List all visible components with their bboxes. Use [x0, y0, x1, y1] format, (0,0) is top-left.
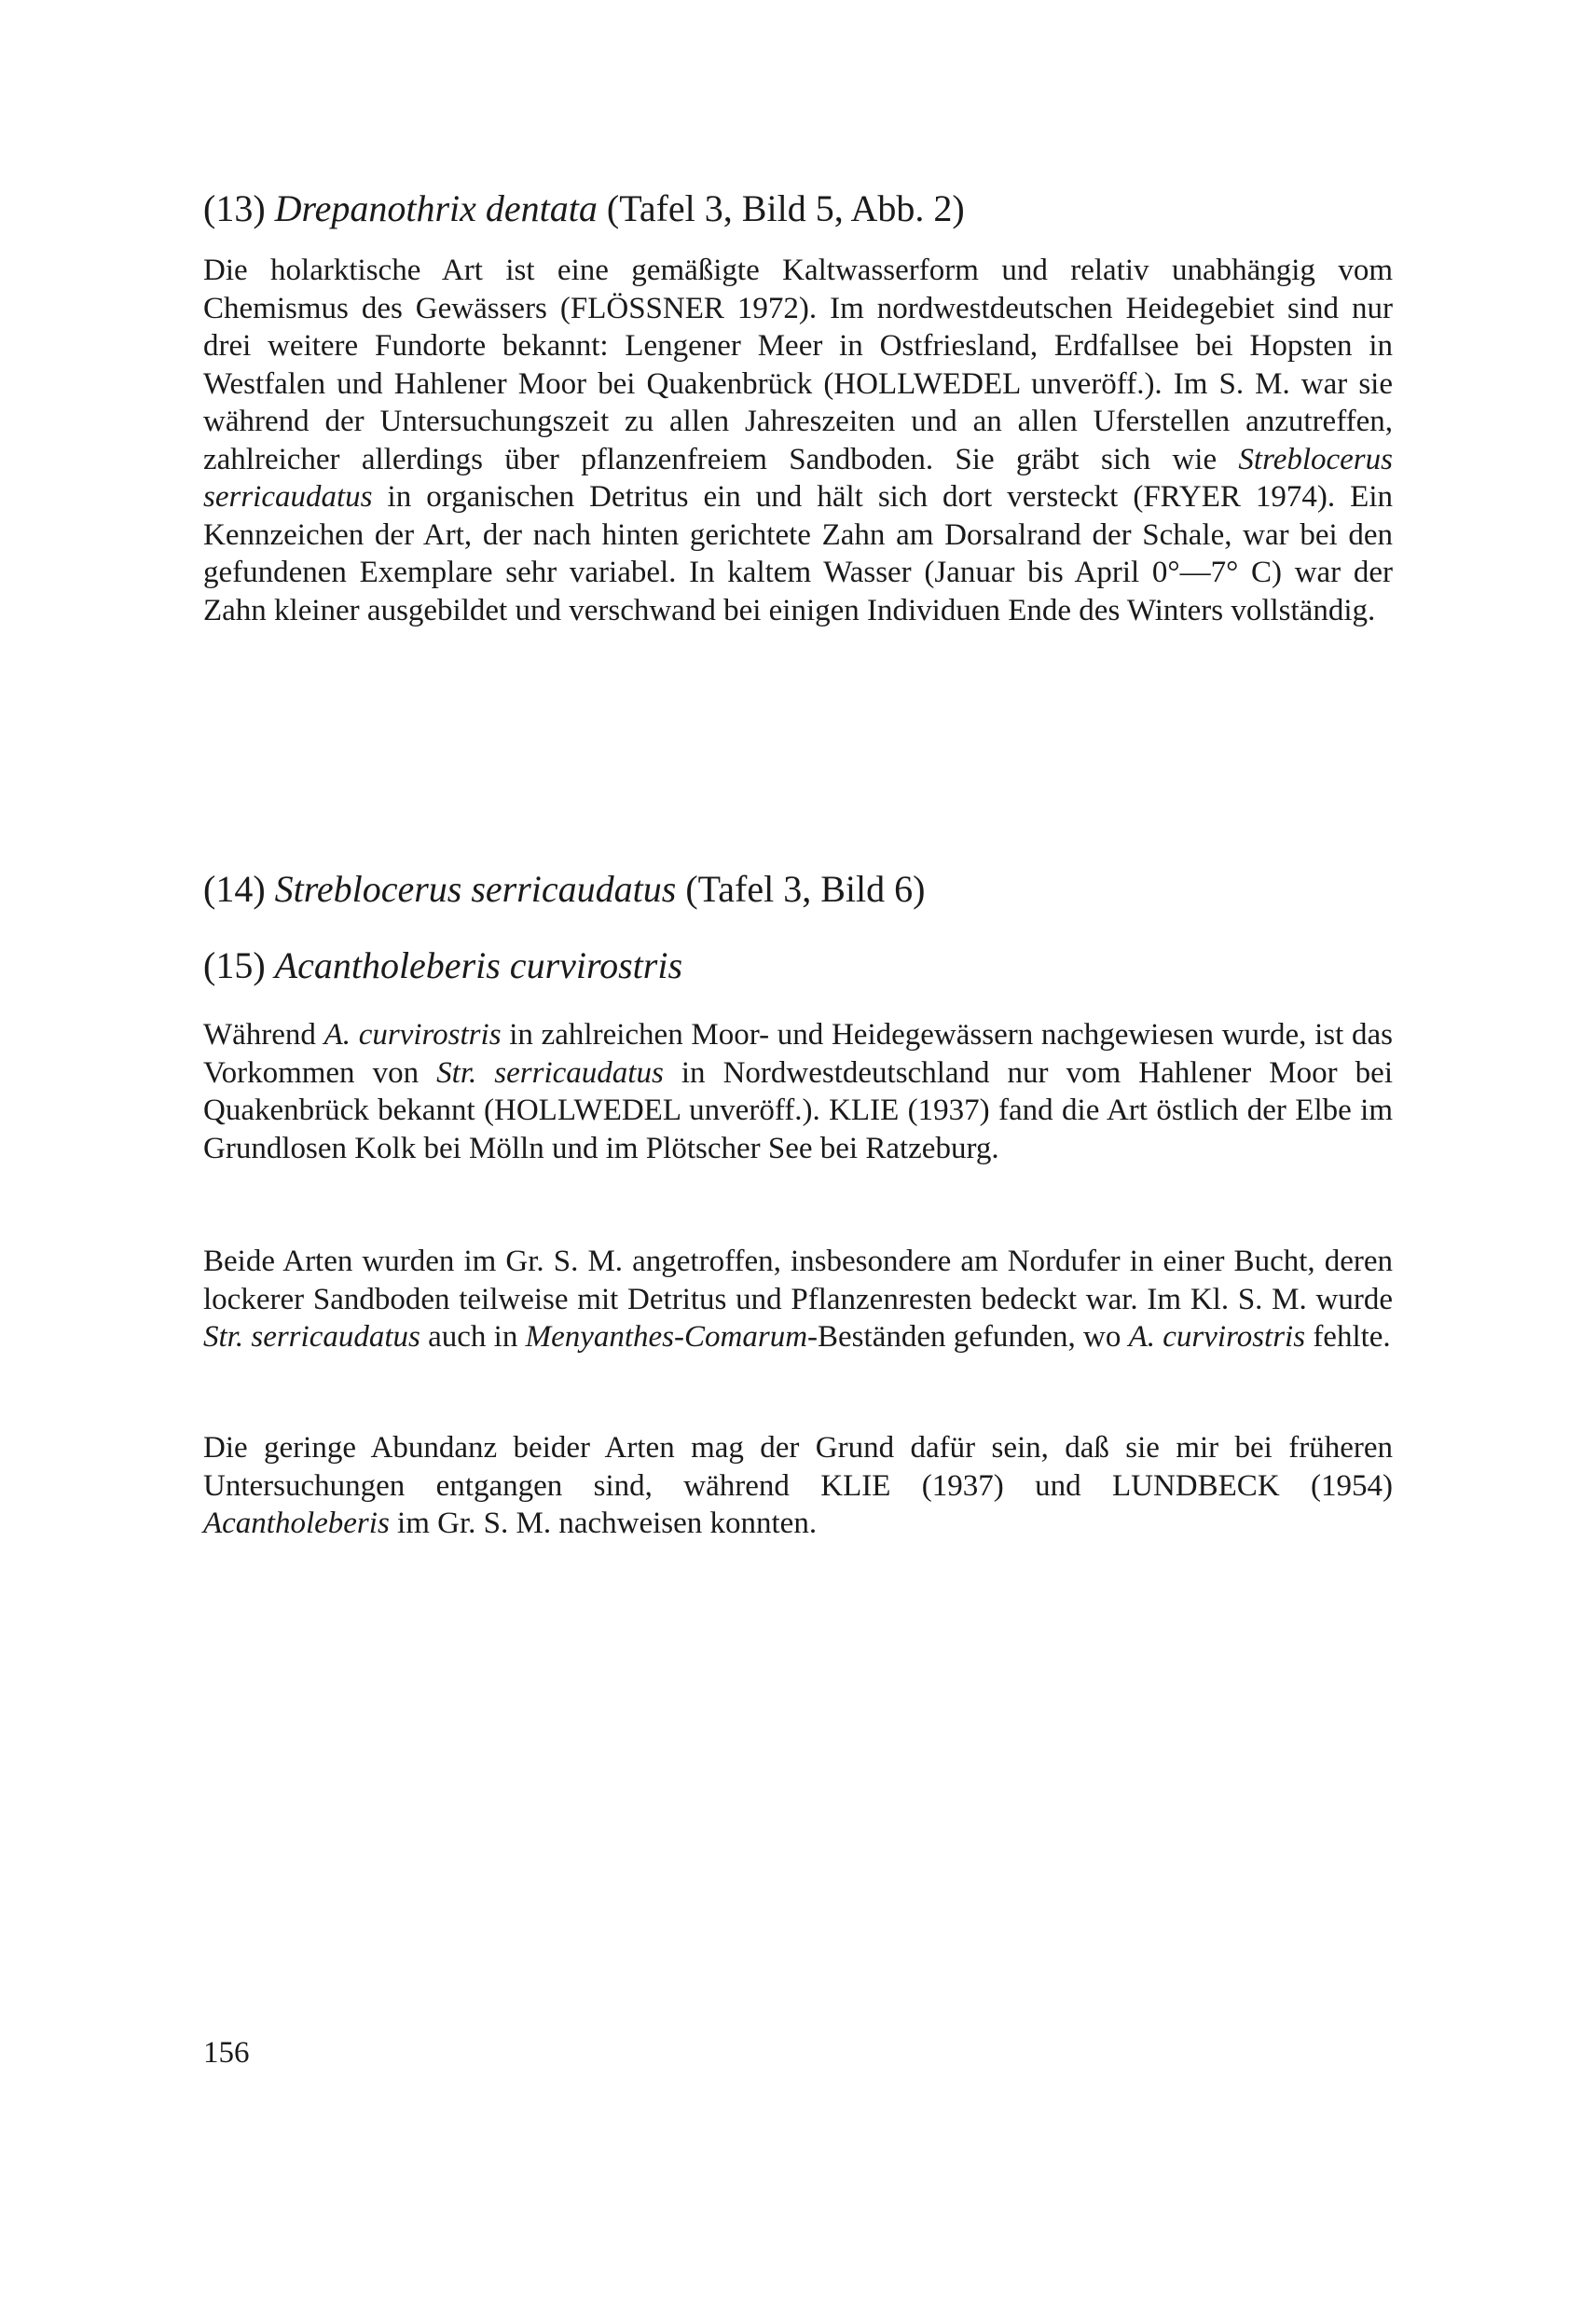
figure-reference: (Tafel 3, Bild 5, Abb. 2)	[606, 187, 965, 229]
figure-reference: (Tafel 3, Bild 6)	[685, 868, 926, 910]
paragraph-occurrence	[203, 1243, 1393, 1356]
taxon-name: Streblocerus serricaudatus	[274, 868, 677, 910]
paragraph-distribution	[203, 1016, 1393, 1167]
italic-taxon: Streblocerus serricaudatus	[203, 442, 1393, 514]
section-heading-14	[203, 867, 925, 912]
taxon-name: Acantholeberis curvirostris	[274, 944, 683, 986]
text-run: Die geringe Abundanz beider Arten mag der Grund dafür sein, daß sie mir bei früheren Untersuchungen entgangen sind, während KLIE (1937) und LUNDBECK (1954)	[203, 1431, 1393, 1503]
italic-taxon: Acantholeberis	[203, 1507, 390, 1540]
taxon-name: Drepanothrix dentata	[274, 187, 598, 229]
text-run: in zahlreichen Moor- und Heidegewässern nachgewiesen wurde, ist das Vorkommen von	[203, 1018, 1393, 1090]
paragraph-abundance	[203, 1429, 1393, 1543]
text-run: auch in	[420, 1320, 526, 1354]
text-run: im Gr. S. M. nachweisen konnten.	[389, 1507, 818, 1540]
italic-taxon: A. curvirostris	[1128, 1320, 1306, 1354]
text-run: Beide Arten wurden im Gr. S. M. angetroffen, insbesondere am Nordufer in einer Bucht, deren lockerer Sandboden teilweise mit Detritus und Pflanzenresten bedeckt war. Im Kl. S. M. wurde	[203, 1245, 1393, 1316]
text-run: Während	[203, 1018, 324, 1052]
section-number: (14)	[203, 868, 266, 910]
document-page	[203, 0, 1393, 2312]
italic-taxon: A. curvirostris	[323, 1018, 502, 1052]
section-heading-15	[203, 943, 682, 988]
section-heading-13	[203, 186, 965, 231]
text-run: -Beständen gefunden, wo	[807, 1320, 1129, 1354]
section-number: (15)	[203, 944, 266, 986]
italic-taxon: Str. serricaudatus	[436, 1055, 664, 1090]
italic-taxon: Menyanthes-Comarum	[525, 1320, 808, 1354]
section-number: (13)	[203, 187, 266, 229]
text-run: in organischen Detritus ein und hält sich dort versteckt (FRYER 1974). Ein Kennzeichen der Art, der nach hinten gerichtete Zahn am Dorsalrand der Schale, war bei den gefundenen Exemplare sehr variabel. In kaltem Wasser (Januar bis April 0°—7° C) war der Zahn kleiner ausgebildet und verschwand bei einigen Individuen Ende des Winters vollständig.	[203, 480, 1393, 627]
paragraph-drepanothrix	[203, 252, 1393, 629]
text-run: fehlte.	[1305, 1320, 1391, 1354]
text-run: in Nordwestdeutschland nur vom Hahlener Moor bei Quakenbrück bekannt (HOLLWEDEL unveröff.). KLIE (1937) fand die Art östlich der Elbe im Grundlosen Kolk bei Mölln und im Plötscher See bei Ratzeburg.	[203, 1055, 1393, 1165]
italic-taxon: Str. serricaudatus	[203, 1320, 420, 1354]
text-run: Die holarktische Art ist eine gemäßigte Kaltwasserform und relativ unabhängig vom Chemismus des Gewässers (FLÖSSNER 1972). Im nordwestdeutschen Heidegebiet sind nur drei weitere Fundorte bekannt: Lengener Meer in Ostfriesland, Erdfallsee bei Hopsten in Westfalen und Hahlener Moor bei Quakenbrück (HOLLWEDEL unveröff.). Im S. M. war sie während der Untersuchungszeit zu allen Jahreszeiten und an allen Uferstellen anzutreffen, zahlreicher allerdings über pflanzenfreiem Sandboden. Sie gräbt sich wie	[203, 254, 1393, 476]
page-number: 156	[203, 2036, 250, 2070]
